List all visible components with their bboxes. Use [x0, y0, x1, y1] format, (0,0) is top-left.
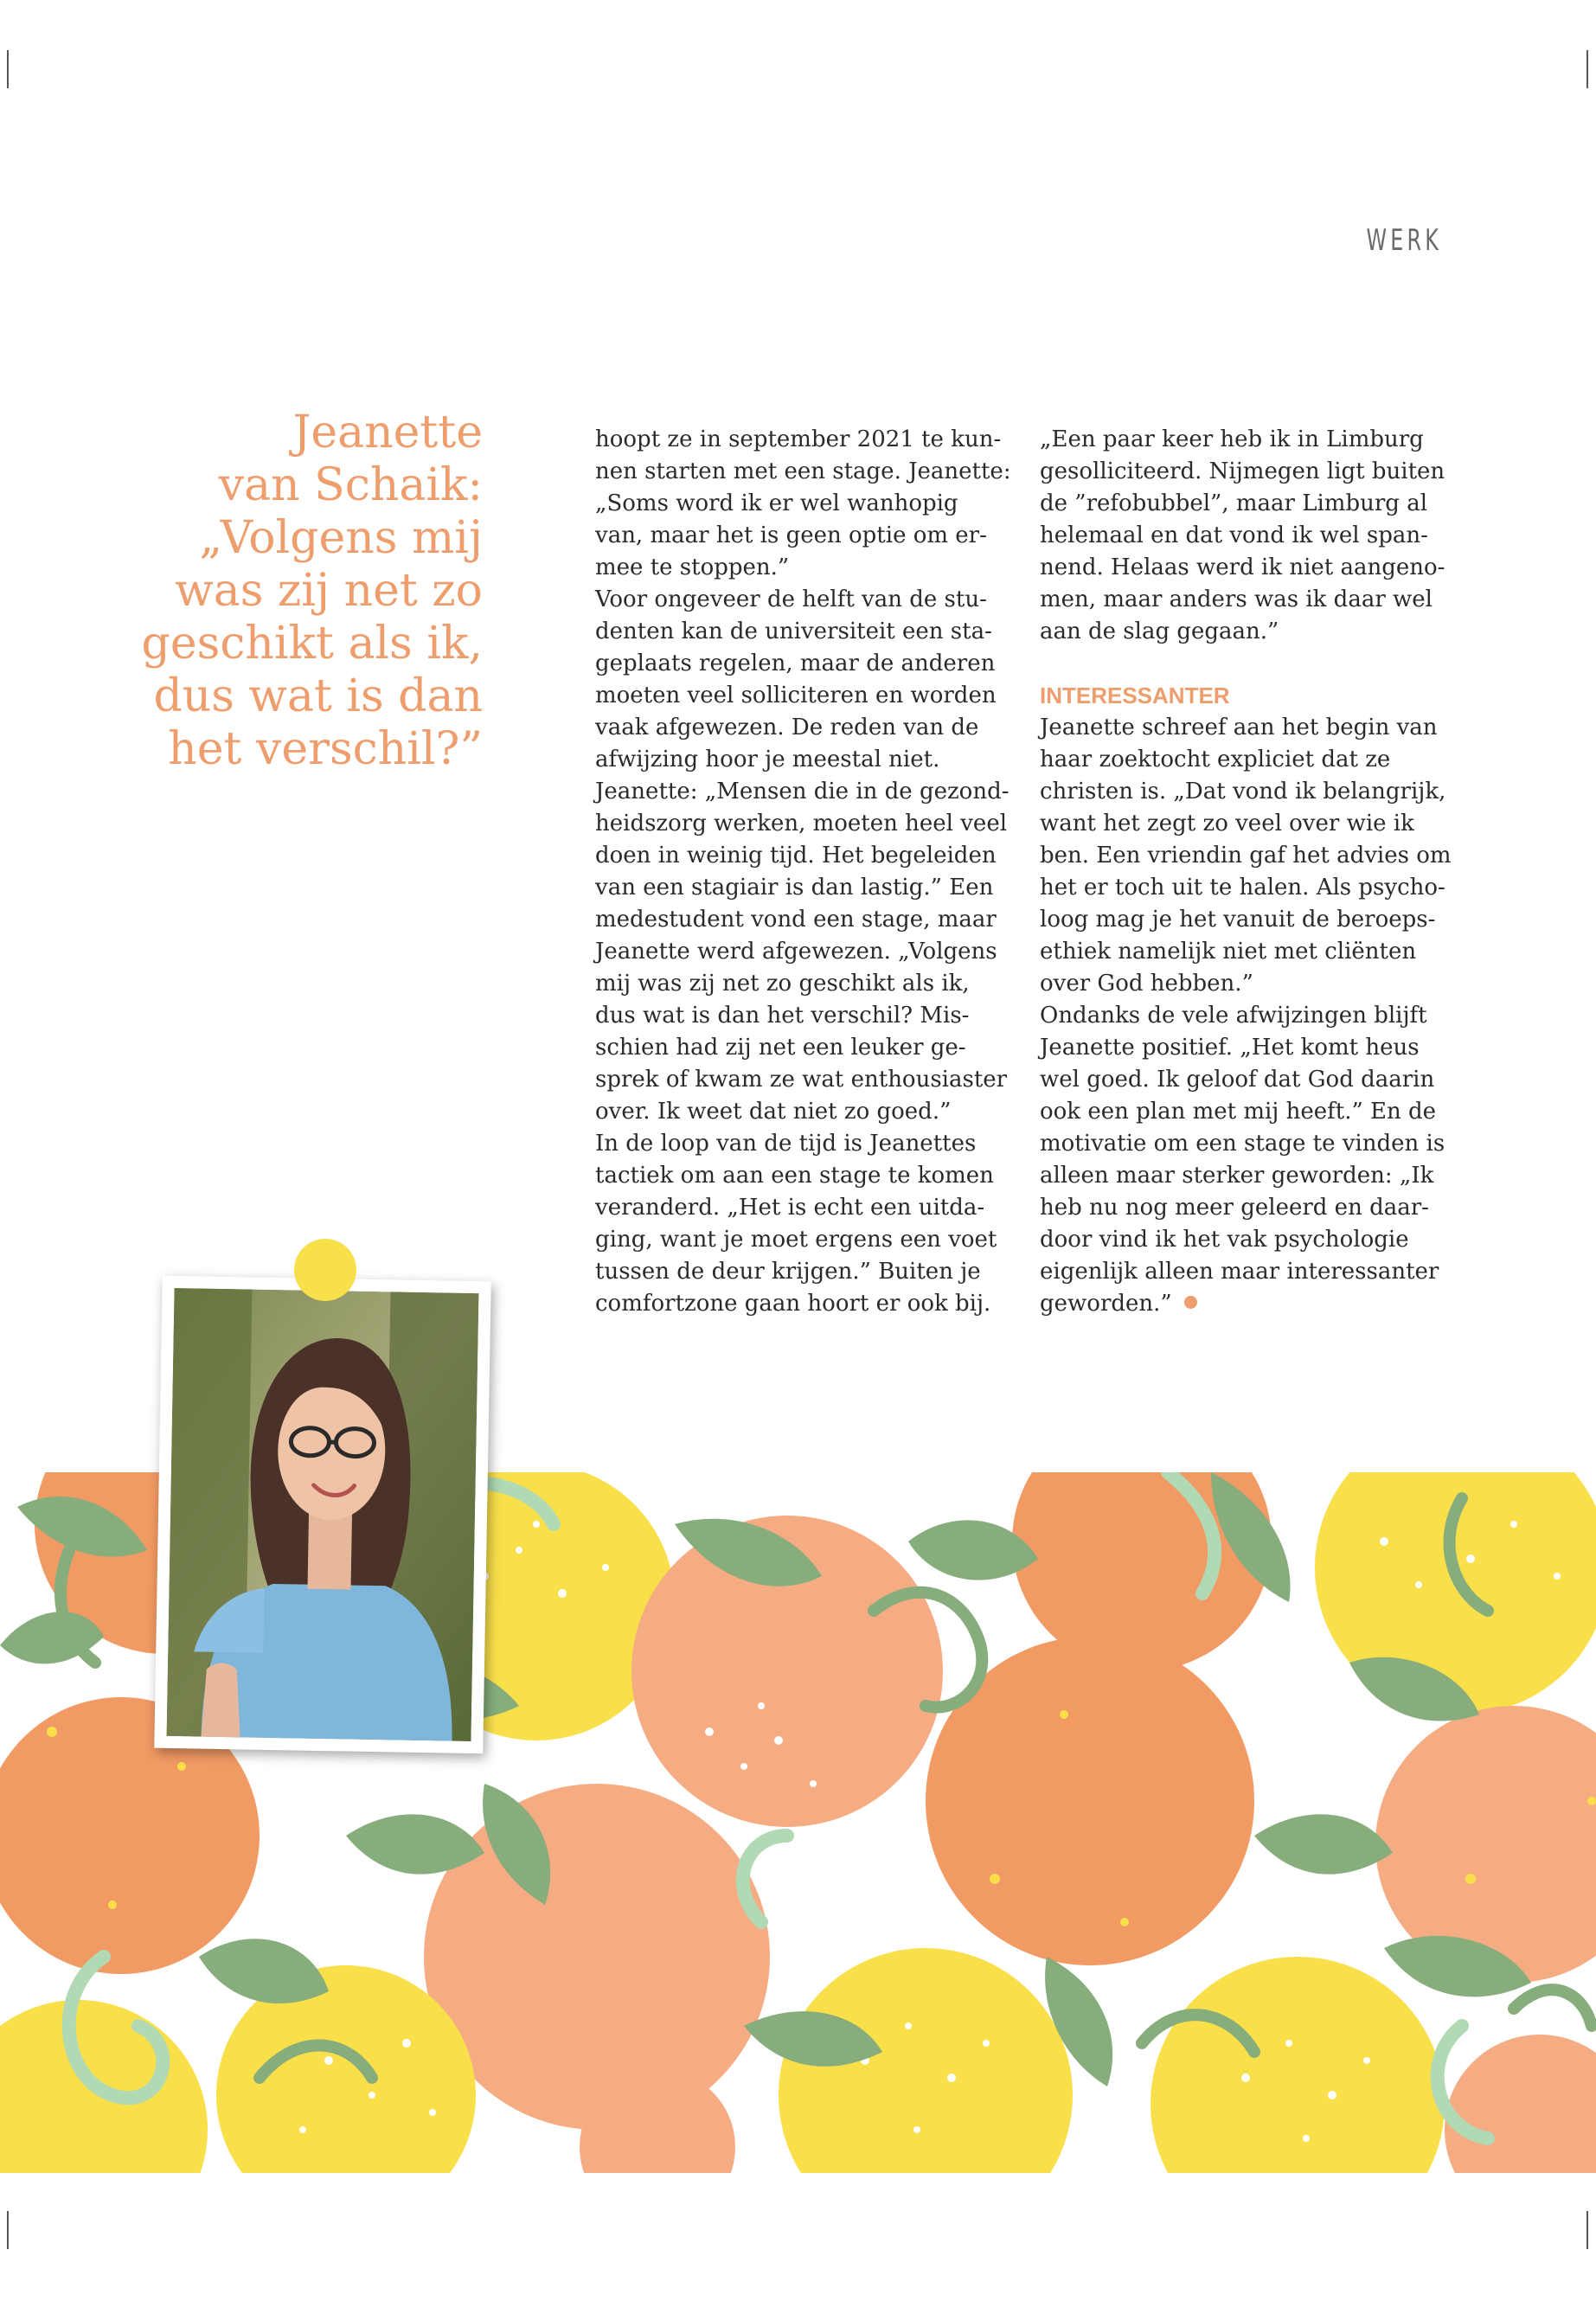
text-line: Jeanette schreef aan het begin van [1040, 715, 1438, 740]
pin-dot-icon [294, 1239, 356, 1301]
text-line: Jeanette werd afgewezen. „Volgens [595, 939, 997, 965]
text-line: hoopt ze in september 2021 te kun- [595, 426, 1002, 452]
text-line: geplaats regelen, maar de anderen [595, 651, 996, 676]
text-line: „Een paar keer heb ik in Limburg [1040, 426, 1424, 452]
text-line: mee te stoppen.” [595, 554, 790, 580]
crop-mark-top-left [7, 50, 9, 88]
pull-quote-line: van Schaik: [218, 459, 483, 511]
crop-mark-top-right [1586, 50, 1588, 88]
text-line: veranderd. „Het is echt een uitda- [595, 1195, 985, 1221]
crop-mark-bottom-right [1586, 2211, 1588, 2249]
text-line: nen starten met een stage. Jeanette: [595, 458, 1011, 484]
text-line: Voor ongeveer de helft van de stu- [595, 586, 987, 612]
subheading: INTERESSANTER [1040, 683, 1230, 708]
text-line: heb nu nog meer geleerd en daar- [1040, 1195, 1429, 1221]
crop-mark-bottom-left [7, 2211, 9, 2249]
text-line: afwijzing hoor je meestal niet. [595, 747, 940, 772]
text-line: alleen maar sterker geworden: „Ik [1040, 1163, 1434, 1189]
text-line: van een stagiair is dan lastig.” Een [595, 875, 994, 901]
text-line: over God hebben.” [1040, 971, 1253, 997]
text-line: vaak afgewezen. De reden van de [595, 715, 979, 740]
pull-quote-line: geschikt als ik, [141, 618, 483, 670]
portrait-photo [154, 1276, 490, 1754]
text-line: mij was zij net zo geschikt als ik, [595, 971, 970, 997]
portrait-illustration [167, 1288, 479, 1741]
text-line: want het zegt zo veel over wie ik [1040, 811, 1414, 836]
text-line: loog mag je het vanuit de beroeps- [1040, 907, 1436, 933]
text-line: „Soms word ik er wel wanhopig [595, 490, 958, 516]
text-line: ging, want je moet ergens een voet [595, 1227, 997, 1253]
end-mark-icon [1184, 1296, 1197, 1309]
text-line: christen is. „Dat vond ik belangrijk, [1040, 779, 1446, 804]
text-line: gesolliciteerd. Nijmegen ligt buiten [1040, 458, 1445, 484]
text-line: Jeanette positief. „Het komt heus [1040, 1035, 1420, 1061]
text-line: van, maar het is geen optie om er- [595, 522, 987, 548]
text-line: over. Ik weet dat niet zo goed.” [595, 1099, 952, 1125]
pull-quote-line: was zij net zo [175, 565, 483, 617]
text-line: nend. Helaas werd ik niet aangeno- [1040, 554, 1445, 580]
text-line: comfortzone gaan hoort er ook bij. [595, 1291, 991, 1317]
pull-quote-line: „Volgens mij [199, 512, 483, 564]
text-line: tussen de deur krijgen.” Buiten je [595, 1259, 981, 1285]
pull-quote-line: het verschil?” [168, 723, 483, 775]
text-line: het er toch uit te halen. Als psycho- [1040, 875, 1445, 901]
article-column-1 [595, 424, 1028, 1320]
text-line-end: geworden.” [1040, 1291, 1172, 1317]
article-body [1040, 424, 1472, 648]
text-line: medestudent vond een stage, maar [595, 907, 997, 933]
text-line: Ondanks de vele afwijzingen blijft [1040, 1003, 1427, 1029]
article-body [595, 424, 1028, 1320]
text-line: dus wat is dan het verschil? Mis- [595, 1003, 970, 1029]
text-line: wel goed. Ik geloof dat God daarin [1040, 1067, 1435, 1093]
text-line [1040, 1288, 1472, 1320]
text-line: ben. Een vriendin gaf het advies om [1040, 843, 1452, 868]
peach-shape [424, 1784, 770, 2130]
text-line: sprek of kwam ze wat enthousiaster [595, 1067, 1008, 1093]
text-line: Jeanette: „Mensen die in de gezond- [595, 779, 1010, 804]
text-line: eigenlijk alleen maar interessanter [1040, 1259, 1439, 1285]
pull-quote [130, 407, 483, 776]
text-line: men, maar anders was ik daar wel [1040, 586, 1433, 612]
text-line: tactiek om aan een stage te komen [595, 1163, 994, 1189]
text-line: helemaal en dat vond ik wel span- [1040, 522, 1428, 548]
text-line: doen in weinig tijd. Het begeleiden [595, 843, 997, 868]
text-line: moeten veel solliciteren en worden [595, 683, 997, 708]
text-line: de ”refobubbel”, maar Limburg al [1040, 490, 1428, 516]
text-line: ook een plan met mij heeft.” En de [1040, 1099, 1437, 1125]
pull-quote-line: Jeanette [292, 407, 483, 458]
text-line: ethiek namelijk niet met cliënten [1040, 939, 1417, 965]
pull-quote-line: dus wat is dan [153, 670, 483, 722]
text-line: In de loop van de tijd is Jeanettes [595, 1131, 977, 1157]
text-line: denten kan de universiteit een sta- [595, 619, 992, 644]
text-line: door vind ik het vak psychologie [1040, 1227, 1409, 1253]
text-line: aan de slag gegaan.” [1040, 619, 1279, 644]
section-label: WERK [1366, 223, 1442, 258]
article-body [1040, 712, 1472, 1320]
text-line: heidszorg werken, moeten heel veel [595, 811, 1008, 836]
text-line: schien had zij net een leuker ge- [595, 1035, 966, 1061]
text-line: haar zoektocht expliciet dat ze [1040, 747, 1391, 772]
text-line: motivatie om een stage te vinden is [1040, 1131, 1445, 1157]
article-column-2 [1040, 424, 1472, 1320]
